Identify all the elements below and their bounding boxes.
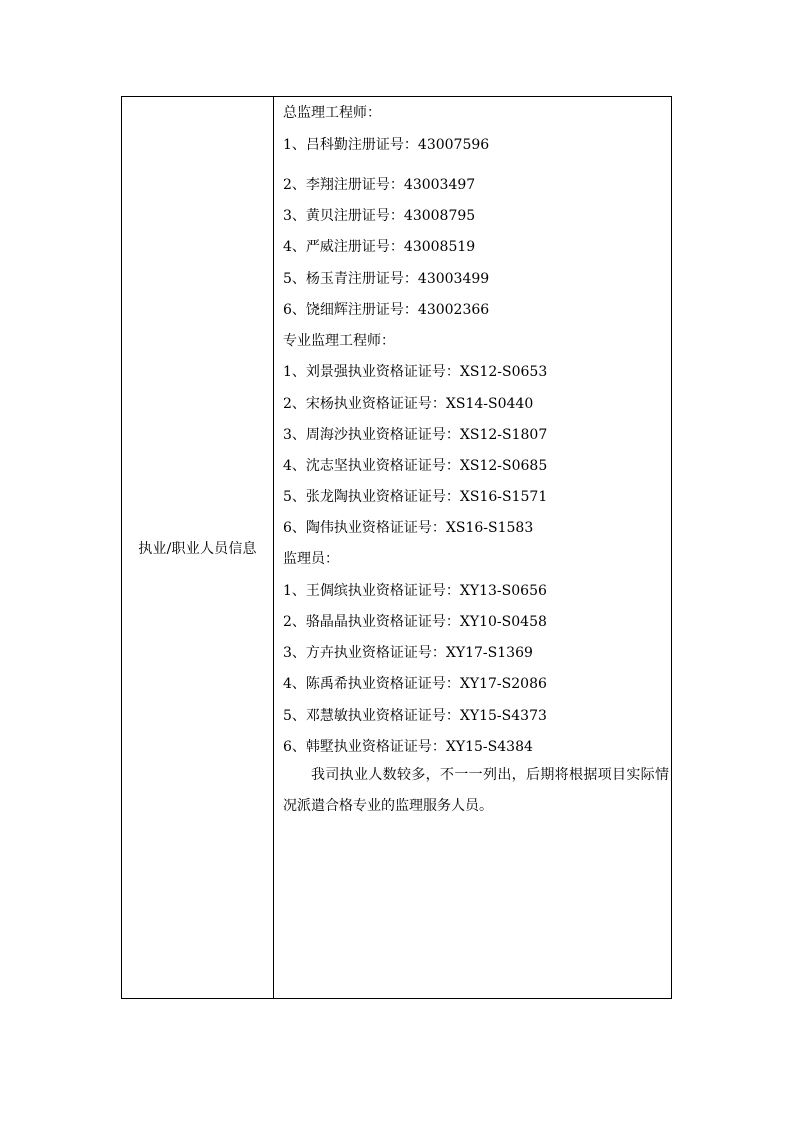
list-item: 1、刘景强执业资格证证号：XS12-S0653 [283,364,548,380]
row-label: 执业/职业人员信息 [138,540,257,557]
personnel-content-cell [274,97,671,998]
list-item: 5、张龙陶执业资格证证号：XS16-S1571 [283,489,548,505]
list-item: 6、饶细辉注册证号：43002366 [283,302,490,318]
list-item: 2、李翔注册证号：43003497 [283,177,476,193]
section-heading-chief-supervisors: 总监理工程师： [283,105,381,121]
list-item: 4、沈志坚执业资格证证号：XS12-S0685 [283,458,548,474]
personnel-info-table [121,96,672,999]
list-item: 1、吕科勤注册证号：43007596 [283,137,490,153]
list-item: 3、周海沙执业资格证证号：XS12-S1807 [283,427,548,443]
list-item: 6、韩墅执业资格证证号：XY15-S4384 [283,739,533,755]
list-item: 2、宋杨执业资格证证号：XS14-S0440 [283,396,534,412]
section-heading-supervisors: 监理员： [283,551,339,567]
list-item: 4、严威注册证号：43008519 [283,239,476,255]
list-item: 3、黄贝注册证号：43008795 [283,208,476,224]
list-item: 4、陈禹希执业资格证证号：XY17-S2086 [283,676,547,692]
section-heading-specialty-supervisors: 专业监理工程师： [283,333,395,349]
list-item: 3、方卉执业资格证证号：XY17-S1369 [283,645,533,661]
list-item: 5、邓慧敏执业资格证证号：XY15-S4373 [283,708,547,724]
row-label-cell [122,97,274,998]
list-item: 5、杨玉青注册证号：43003499 [283,271,490,287]
list-item: 2、骆晶晶执业资格证证号：XY10-S0458 [283,614,547,630]
list-item: 1、王倜缤执业资格证证号：XY13-S0656 [283,583,547,599]
list-item: 6、陶伟执业资格证证号：XS16-S1583 [283,520,534,536]
closing-note: 我司执业人数较多，不一一列出，后期将根据项目实际情况派遣合格专业的监理服务人员。 [283,767,669,814]
